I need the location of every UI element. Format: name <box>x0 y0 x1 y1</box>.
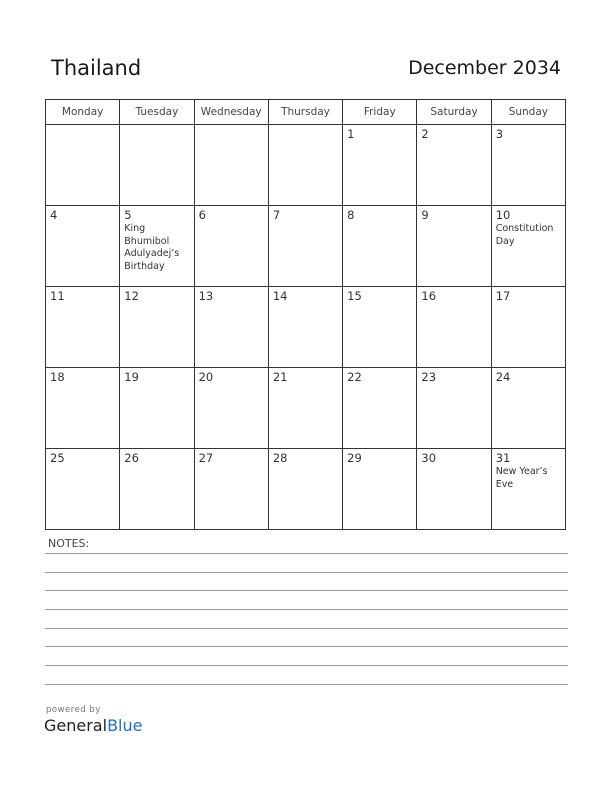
day-number: 8 <box>347 208 355 222</box>
week-row <box>46 287 566 368</box>
weekday-header: Friday <box>343 100 417 125</box>
day-number: 14 <box>272 289 288 303</box>
notes-line <box>45 628 568 629</box>
holiday-label: Constitution Day <box>495 223 554 247</box>
notes-line <box>45 553 568 554</box>
day-cell <box>120 287 194 368</box>
day-cell <box>417 206 491 287</box>
day-cell <box>417 368 491 449</box>
day-cell <box>268 449 342 530</box>
day-cell <box>46 287 120 368</box>
day-number: 3 <box>495 127 504 141</box>
notes-line <box>45 684 568 685</box>
day-cell <box>491 368 565 449</box>
day-cell <box>417 287 491 368</box>
day-cell <box>46 125 120 206</box>
day-cell <box>343 206 417 287</box>
weekday-header: Wednesday <box>194 100 268 125</box>
day-number: 20 <box>198 370 214 384</box>
week-row <box>46 206 566 287</box>
day-cell <box>343 287 417 368</box>
day-number: 2 <box>421 127 429 141</box>
day-number: 24 <box>495 370 511 384</box>
notes-label: NOTES: <box>48 537 90 550</box>
weekday-header: Tuesday <box>120 100 194 125</box>
day-cell <box>120 125 194 206</box>
day-cell <box>343 449 417 530</box>
week-row <box>46 125 566 206</box>
day-number: 1 <box>347 127 355 141</box>
notes-line <box>45 646 568 647</box>
day-number: 22 <box>347 370 362 384</box>
brand-blue: Blue <box>107 716 143 735</box>
day-cell <box>268 287 342 368</box>
weekday-header: Monday <box>46 100 120 125</box>
day-cell <box>194 125 268 206</box>
day-number: 16 <box>421 289 437 303</box>
powered-by-text: powered by <box>46 705 101 715</box>
calendar-grid <box>45 99 566 530</box>
week-row <box>46 368 566 449</box>
day-number: 26 <box>124 451 139 465</box>
day-number: 11 <box>50 289 65 303</box>
generalblue-logo <box>44 716 142 735</box>
day-number: 30 <box>421 451 437 465</box>
day-cell <box>491 449 565 530</box>
day-number: 7 <box>272 208 281 222</box>
day-cell <box>46 206 120 287</box>
weekday-header-row <box>46 100 566 125</box>
day-number: 29 <box>347 451 362 465</box>
day-number: 25 <box>50 451 65 465</box>
day-cell <box>46 449 120 530</box>
day-number: 19 <box>124 370 139 384</box>
holiday-label: King Bhumibol Adulyadej’s Birthday <box>124 223 180 272</box>
day-number: 28 <box>272 451 288 465</box>
day-cell <box>268 206 342 287</box>
day-cell <box>120 368 194 449</box>
country-title: Thailand <box>51 56 142 80</box>
day-number: 18 <box>50 370 65 384</box>
brand-general: General <box>44 716 108 735</box>
day-cell <box>194 449 268 530</box>
day-cell <box>268 368 342 449</box>
notes-line <box>45 609 568 610</box>
day-number: 4 <box>50 208 58 222</box>
day-cell <box>194 368 268 449</box>
day-number: 27 <box>198 451 214 465</box>
day-cell <box>491 287 565 368</box>
notes-line <box>45 665 568 666</box>
week-row <box>46 449 566 530</box>
day-cell <box>491 125 565 206</box>
weekday-header: Thursday <box>268 100 342 125</box>
day-number: 10 <box>495 208 511 222</box>
day-cell <box>417 449 491 530</box>
day-number: 15 <box>347 289 362 303</box>
day-number: 13 <box>198 289 214 303</box>
holiday-label: New Year’s Eve <box>495 466 548 490</box>
day-number: 17 <box>495 289 511 303</box>
day-number: 5 <box>124 208 132 222</box>
day-number: 31 <box>495 451 511 465</box>
notes-line <box>45 572 568 573</box>
day-cell <box>491 206 565 287</box>
notes-line <box>45 590 568 591</box>
day-number: 9 <box>421 208 429 222</box>
weekday-header: Sunday <box>491 100 565 125</box>
day-cell <box>194 287 268 368</box>
day-cell <box>120 449 194 530</box>
day-number: 12 <box>124 289 139 303</box>
day-cell <box>194 206 268 287</box>
weekday-header: Saturday <box>417 100 491 125</box>
month-year-title: December 2034 <box>408 57 561 79</box>
day-number: 6 <box>198 208 206 222</box>
day-cell <box>46 368 120 449</box>
day-cell <box>268 125 342 206</box>
day-cell <box>343 125 417 206</box>
day-number: 23 <box>421 370 437 384</box>
day-number: 21 <box>272 370 288 384</box>
day-cell <box>343 368 417 449</box>
day-cell <box>120 206 194 287</box>
day-cell <box>417 125 491 206</box>
